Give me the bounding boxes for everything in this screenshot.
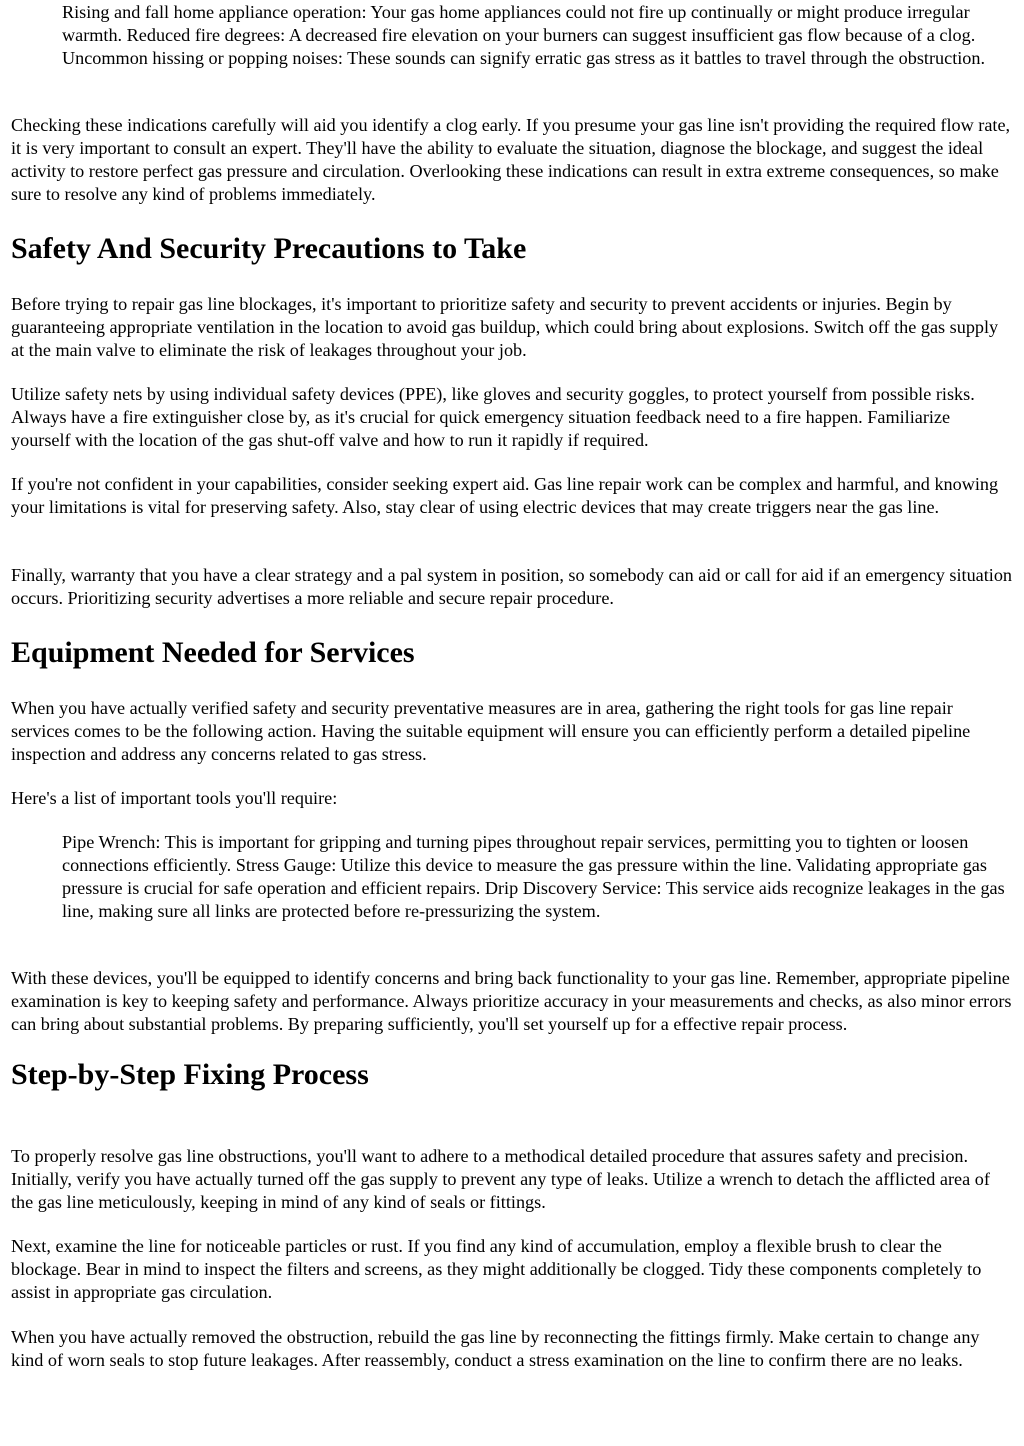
paragraph: Checking these indications carefully will aid you identify a clog early. If you presume your gas line isn't providing the required flow rate, it is very important to consult an expert. They'll have the ability to evaluate the situation, diagnose the blockage, and suggest the ideal activity to restore perfect gas pressure and circulation. Overlooking these indications can result in extra extreme consequences, so make sure to resolve any kind of problems immediately. <box>11 115 1011 204</box>
paragraph: Before trying to repair gas line blockages, it's important to prioritize safety and security to prevent accidents or injuries. Begin by guaranteeing appropriate ventilation in the location to avoid gas buildup, which could bring about explosions. Switch off the gas supply at the main valve to eliminate the risk of leakages throughout your job. <box>11 294 999 360</box>
paragraph: If you're not confident in your capabilities, consider seeking expert aid. Gas line repair work can be complex and harmful, and knowing your limitations is vital for preserving safety. Also, stay clear of using electric devices that may create triggers near the gas line. <box>11 474 999 517</box>
paragraph: With these devices, you'll be equipped to identify concerns and bring back functionality to your gas line. Remember, appropriate pipeline examination is key to keeping safety and performance. Always prioritize accuracy in your measurements and checks, as also minor errors can bring about substantial problems. By preparing sufficiently, you'll set yourself up for a effective repair process. <box>11 968 1012 1034</box>
section-heading-process: Step-by-Step Fixing Process <box>11 1058 369 1091</box>
paragraph: Here's a list of important tools you'll require: <box>11 788 338 808</box>
section-heading-equipment: Equipment Needed for Services <box>11 636 415 669</box>
paragraph: To properly resolve gas line obstructions, you'll want to adhere to a methodical detailed procedure that assures safety and precision. Initially, verify you have actually turned off the gas supply to prevent any type of leaks. Utilize a wrench to detach the afflicted area of the gas line meticulously, keeping in mind of any kind of seals or fittings. <box>11 1146 990 1212</box>
tools-list-item: Pipe Wrench: This is important for gripping and turning pipes throughout repair services, permitting you to tighten or loosen connections efficiently. Stress Gauge: Utilize this device to measure the gas pressure within the line. Validating appropriate gas pressure is crucial for safe operation and efficient repairs. Drip Discovery Service: This service aids recognize leakages in the gas line, making sure all links are protected before re-pressurizing the system. <box>62 832 1005 921</box>
paragraph: Utilize safety nets by using individual safety devices (PPE), like gloves and security goggles, to protect yourself from possible risks. Always have a fire extinguisher close by, as it's crucial for quick emergency situation feedback need to a fire happen. Familiarize yourself with the location of the gas shut-off valve and how to run it rapidly if required. <box>11 384 975 450</box>
paragraph: When you have actually removed the obstruction, rebuild the gas line by reconnecting the fittings firmly. Make certain to change any kind of worn seals to stop future leakages. After reassembly, conduct a stress examination on the line to confirm there are no leaks. <box>11 1327 980 1370</box>
symptom-list-item: Rising and fall home appliance operation: Your gas home appliances could not fire up continually or might produce irregular warmth. Reduced fire degrees: A decreased fire elevation on your burners can suggest insufficient gas flow because of a clog. Uncommon hissing or popping noises: These sounds can signify erratic gas stress as it battles to travel through the obstruction. <box>62 2 986 68</box>
paragraph: Next, examine the line for noticeable particles or rust. If you find any kind of accumulation, employ a flexible brush to clear the blockage. Bear in mind to inspect the filters and screens, as they might additionally be clogged. Tidy these components completely to assist in appropriate gas circulation. <box>11 1236 982 1302</box>
paragraph: Finally, warranty that you have a clear strategy and a pal system in position, so somebody can aid or call for aid if an emergency situation occurs. Prioritizing security advertises a more reliable and secure repair procedure. <box>11 565 1013 608</box>
paragraph: When you have actually verified safety and security preventative measures are in area, gathering the right tools for gas line repair services comes to be the following action. Having the suitable equipment will ensure you can efficiently perform a detailed pipeline inspection and address any concerns related to gas stress. <box>11 698 971 764</box>
section-heading-safety: Safety And Security Precautions to Take <box>11 232 527 265</box>
